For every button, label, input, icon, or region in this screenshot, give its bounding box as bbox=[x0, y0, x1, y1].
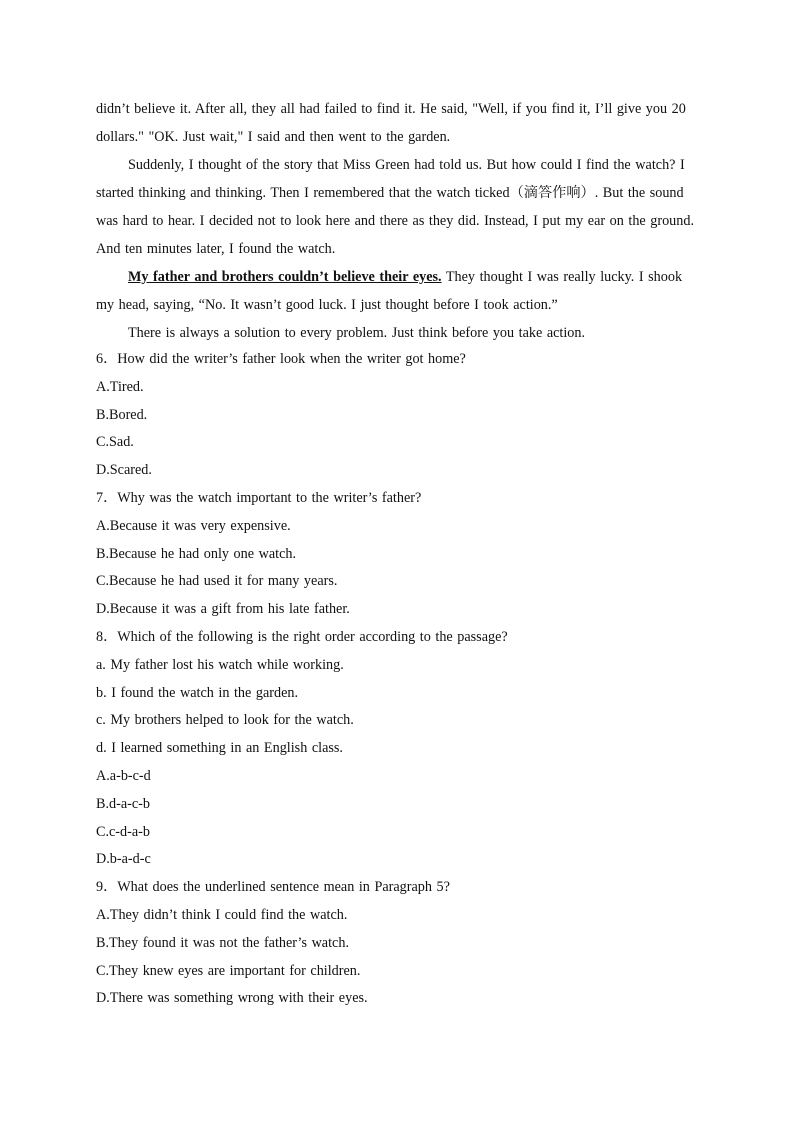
question-9-option-c: C.They knew eyes are important for children. bbox=[96, 962, 361, 979]
question-8-event-a: a. My father lost his watch while working. bbox=[96, 656, 344, 673]
paragraph-suddenly: Suddenly, I thought of the story that Miss Green had told us. But how could I find the watch? I started thinking and thinking. Then I remembered that the watch ticked（滴答作响）. But the sound was hard to hear. I decided not to look here and there as they did. Instead, I put my ear on the ground. And ten minutes later, I found the watch. bbox=[96, 157, 694, 257]
question-7-option-b: B.Because he had only one watch. bbox=[96, 545, 297, 562]
question-8-option-b: B.d-a-c-b bbox=[96, 795, 150, 812]
question-7-stem: 7．Why was the watch important to the writer’s father? bbox=[96, 489, 422, 506]
question-7-option-a: A.Because it was very expensive. bbox=[96, 517, 291, 534]
paragraph-father-brothers-rest: They thought I was really lucky. I shook my head, saying, “No. It wasn’t good luck. I just thought before I took action.” bbox=[96, 269, 683, 313]
question-7-option-d: D.Because it was a gift from his late father. bbox=[96, 601, 350, 618]
question-9-option-a: A.They didn’t think I could find the watch. bbox=[96, 906, 348, 923]
question-8-option-c: C.c-d-a-b bbox=[96, 823, 150, 840]
question-6-option-d: D.Scared. bbox=[96, 462, 152, 479]
paragraph-continuation: didn’t believe it. After all, they all had failed to find it. He said, "Well, if you find it, I’ll give you 20 dollars." "OK. Just wait," I said and then went to the garden. bbox=[96, 101, 686, 145]
question-9-option-b: B.They found it was not the father’s watch. bbox=[96, 934, 349, 951]
question-6-option-b: B.Bored. bbox=[96, 406, 148, 423]
underlined-sentence: My father and brothers couldn’t believe their eyes. bbox=[128, 269, 442, 285]
question-8-event-b: b. I found the watch in the garden. bbox=[96, 684, 299, 701]
questions-section bbox=[96, 346, 696, 1013]
paragraph-father-brothers bbox=[96, 263, 696, 319]
question-8-stem: 8．Which of the following is the right order according to the passage? bbox=[96, 628, 508, 645]
question-8-event-c: c. My brothers helped to look for the watch. bbox=[96, 712, 354, 729]
question-6-stem: 6．How did the writer’s father look when the writer got home? bbox=[96, 351, 466, 367]
reading-passage bbox=[96, 95, 696, 347]
question-6-option-c: C.Sad. bbox=[96, 434, 134, 451]
question-8-event-d: d. I learned something in an English class. bbox=[96, 740, 343, 757]
question-6-option-a: A.Tired. bbox=[96, 378, 144, 395]
question-9-option-d: D.There was something wrong with their eyes. bbox=[96, 990, 368, 1007]
paragraph-conclusion: There is always a solution to every problem. Just think before you take action. bbox=[128, 325, 586, 341]
question-7-option-c: C.Because he had used it for many years. bbox=[96, 573, 338, 590]
question-8-option-a: A.a-b-c-d bbox=[96, 767, 151, 784]
question-9-stem: 9．What does the underlined sentence mean in Paragraph 5? bbox=[96, 879, 450, 896]
question-8-option-d: D.b-a-d-c bbox=[96, 851, 151, 868]
